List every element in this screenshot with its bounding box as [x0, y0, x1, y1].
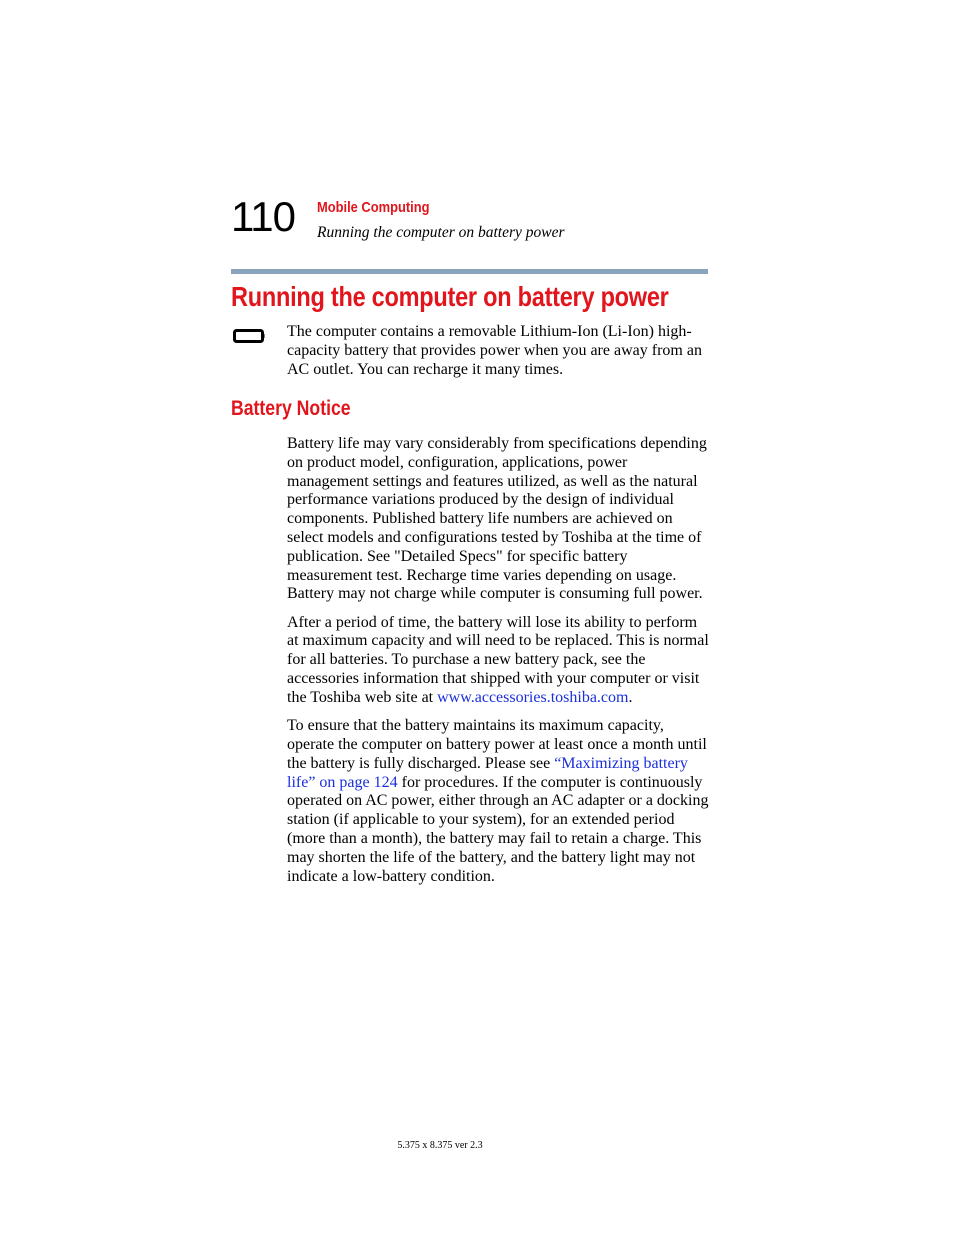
footer-version-text: 5.375 x 8.375 ver 2.3 — [397, 1140, 483, 1151]
accessories-link[interactable]: www.accessories.toshiba.com — [437, 688, 629, 706]
chapter-title: Mobile Computing — [317, 199, 430, 216]
notice-paragraph-3 — [287, 717, 712, 886]
notice-paragraph-2 — [287, 614, 712, 708]
notice-paragraph-2-end: . — [628, 688, 633, 706]
battery-icon — [233, 328, 265, 344]
notice-paragraph-1: Battery life may vary considerably from specifications depending on product model, configuration, applications, power management settings and features utilized, as well as the natural performance variations produced by the design of individual components. Published battery life numbers are achieved on select models and configurations tested by Toshiba at the time of publication. See "Detailed Specs" for specific battery measurement test. Recharge time varies depending on usage. Battery may not charge while computer is consuming full power. — [287, 435, 707, 603]
intro-paragraph: The computer contains a removable Lithium-Ion (Li-Ion) high-capacity battery that provides power when you are away from an AC outlet. You can recharge it many times. — [287, 323, 702, 378]
notice-paragraph-3-after: for procedures. If the computer is continuously operated on AC power, either through an AC adapter or a docking station (if applicable to your system), for an extended period (more than a month), the battery may fail to retain a charge. This may shorten the life of the battery, and the battery light may not indicate a low-battery condition. — [287, 773, 709, 885]
page-title: Running the computer on battery power — [231, 281, 669, 312]
header-divider — [231, 269, 708, 274]
maximizing-battery-life-link[interactable]: “Maximizing battery life” on page 124 — [287, 754, 688, 791]
notice-paragraph-2-text: After a period of time, the battery will lose its ability to perform at maximum capacity and will need to be replaced. This is normal for all batteries. To purchase a new battery pack, see the accessories information that shipped with your computer or visit the Toshiba web site at — [287, 613, 709, 706]
notice-paragraph-3-before: To ensure that the battery maintains its maximum capacity, operate the computer on battery power at least once a month until the battery is fully discharged. Please see — [287, 717, 707, 772]
page-footer — [0, 1139, 954, 1153]
section-subtitle: Running the computer on battery power — [317, 224, 565, 241]
battery-notice-body — [287, 435, 712, 896]
battery-notice-heading: Battery Notice — [231, 397, 351, 420]
page-number: 110 — [231, 193, 295, 240]
